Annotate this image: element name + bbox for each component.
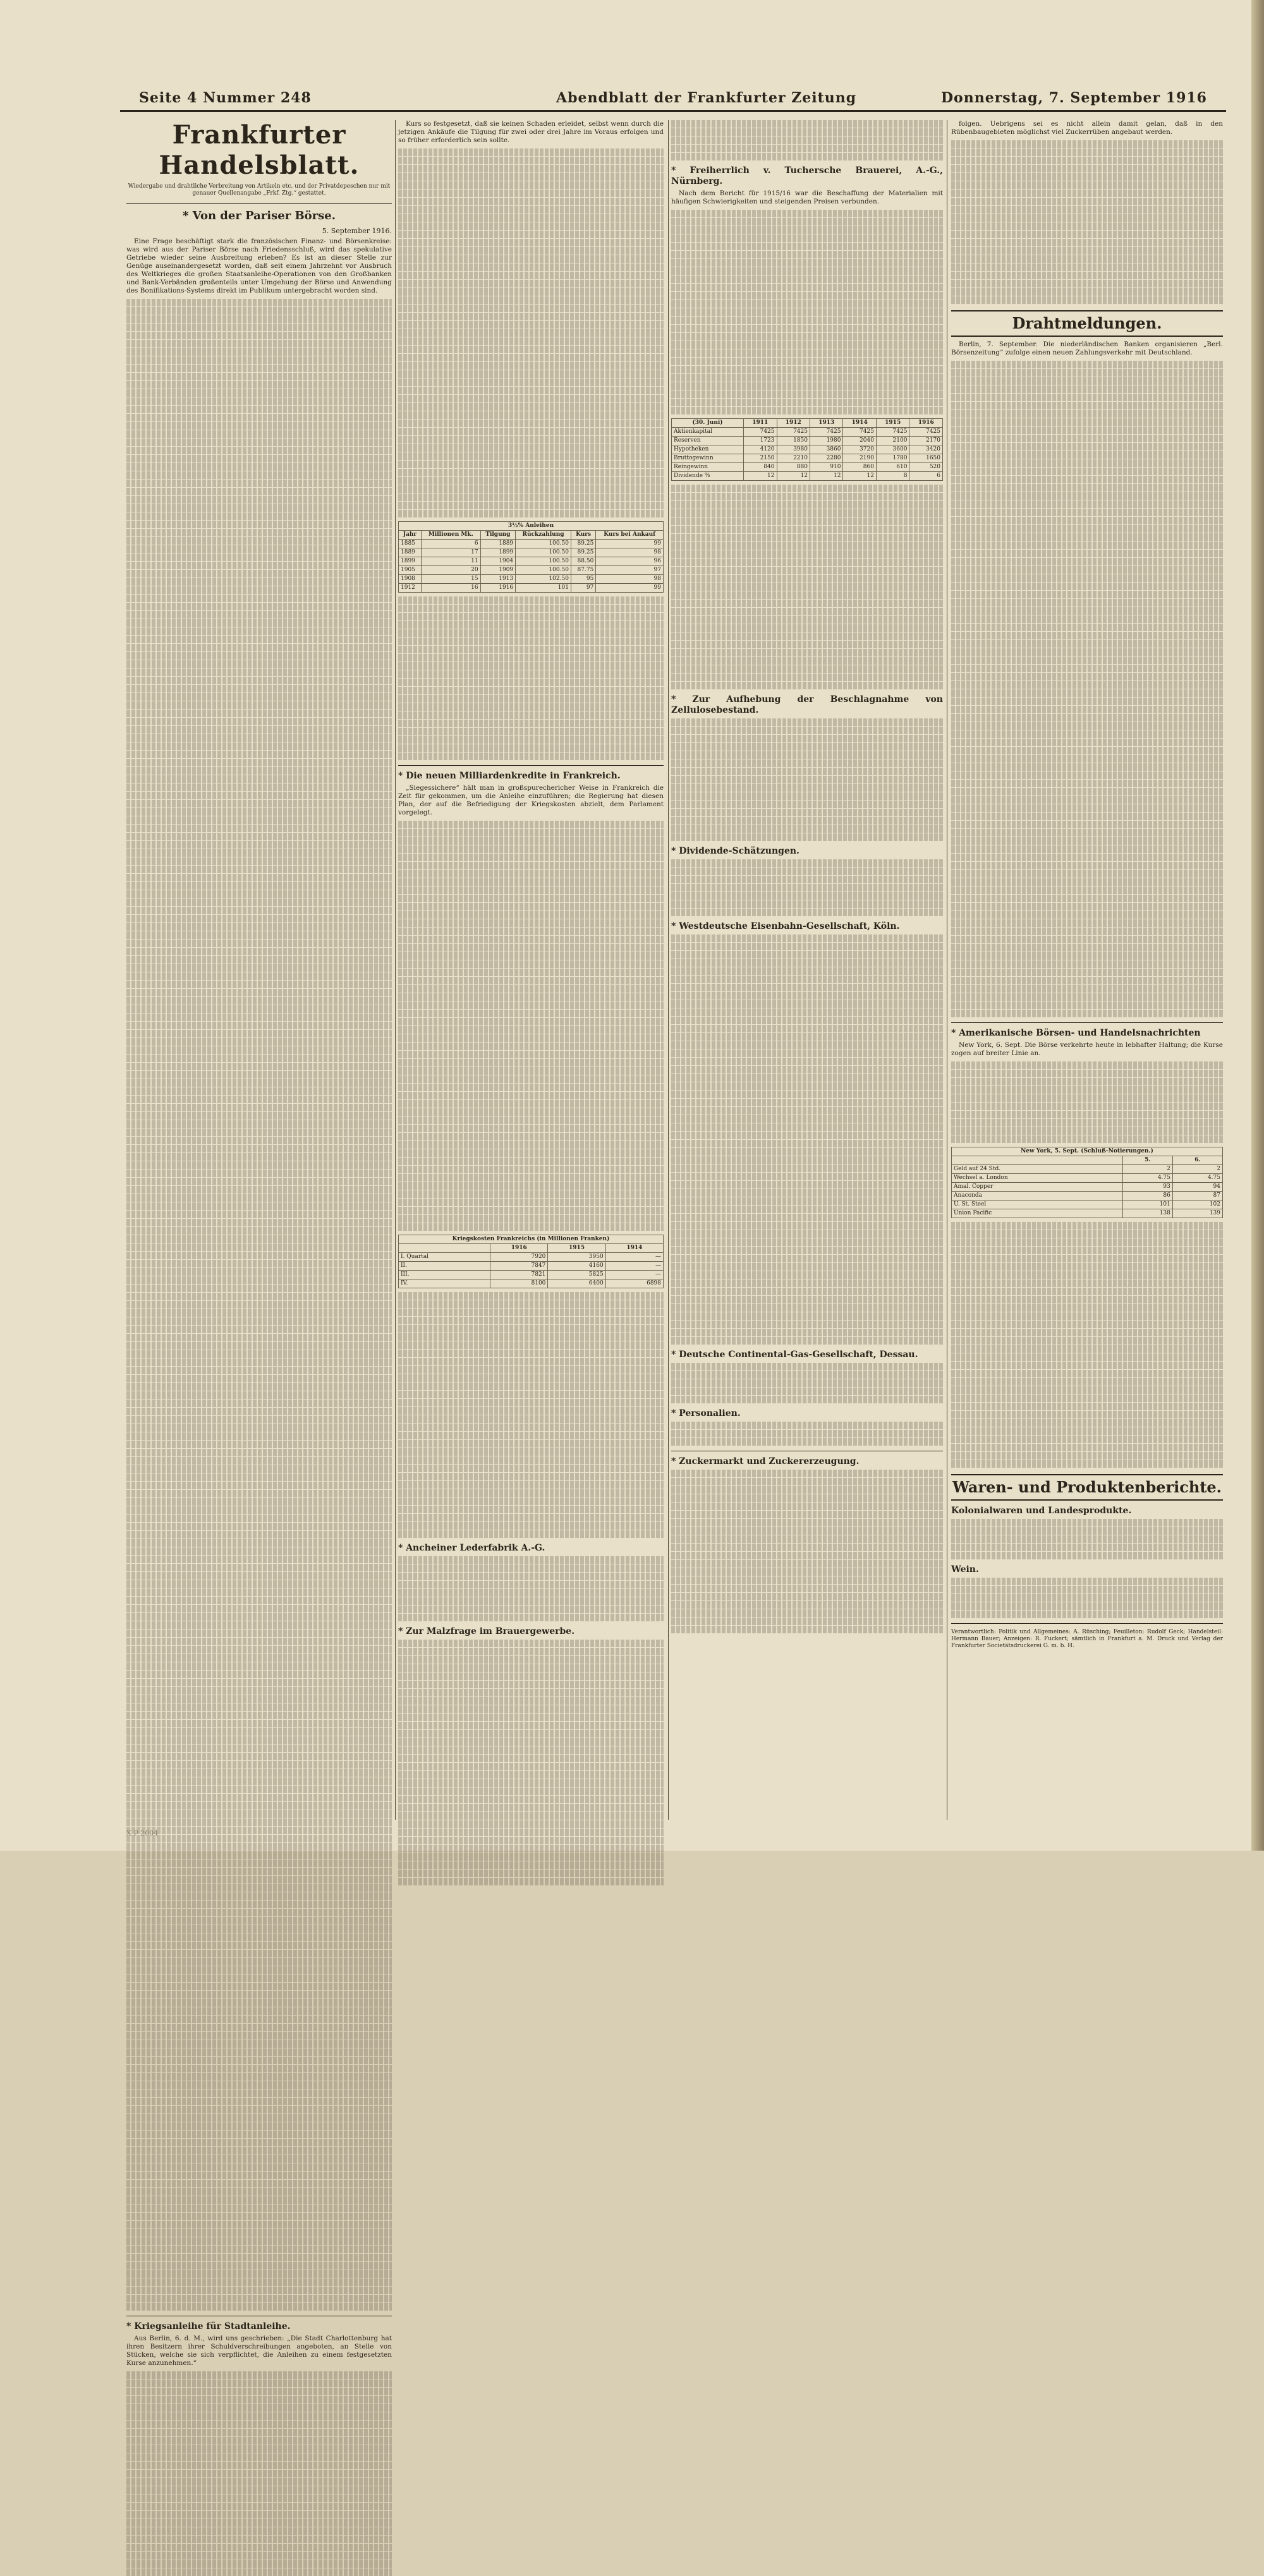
article-heading: * Von der Pariser Börse. (182, 209, 336, 222)
divider (951, 1022, 1223, 1023)
article-heading: Wein. (951, 1564, 979, 1575)
article-body-filler (951, 1222, 1223, 1468)
table-row: Reserven 1723 1850 1980 2040 2100 2170 (672, 437, 943, 445)
article-heading: * Deutsche Continental-Gas-Gesellschaft, Dessau. (671, 1350, 918, 1360)
article-text: Berlin, 7. September. Die niederländischen Banken organisieren „Berl. Börsenzeitung“ zufolge einen neuen Zahlungsverkehr mit Deutschland. (951, 341, 1223, 356)
article-body-filler (398, 821, 664, 1231)
article-heading: * Zur Malzfrage im Brauergewerbe. (398, 1626, 575, 1636)
table-title: 3½% Anleihen (399, 522, 664, 531)
article-heading: * Die neuen Milliardenkredite in Frankreich. (398, 771, 621, 781)
table-header: Jahr (399, 531, 422, 540)
table-row: Wechsel a. London 4.75 4.75 (952, 1174, 1223, 1183)
ny-quotes-table: New York, 5. Sept. (Schluß-Notierungen.) 5. 6. Geld auf 24 Std. 2 2 Wechsel a. London 4.75 4.75 Amal. Copper 93 94 Anaconda 86 87 U. St. Steel 101 102 Union Pacific 138 139 (951, 1147, 1223, 1218)
article-body-filler (671, 1363, 943, 1403)
table-row: 1899 11 1904 100.50 88.50 96 (399, 557, 664, 566)
article-body-filler (951, 1061, 1223, 1143)
article-heading: * Freiherrlich v. Tuchersche Brauerei, A.-G., Nürnberg. (671, 166, 943, 186)
table-title: New York, 5. Sept. (Schluß-Notierungen.) (952, 1147, 1223, 1156)
table-row: Hypotheken 4120 3980 3860 3720 3600 3420 (672, 445, 943, 454)
war-costs-table: Kriegskosten Frankreichs (in Millionen Franken) 1916 1915 1914 I. Quartal 7920 3950 — II. 7847 4160 — III. 7821 5825 — IV. 8100 6400 6898 (398, 1235, 664, 1288)
article-body-filler (671, 485, 943, 689)
table-row: Union Pacific 138 139 (952, 1209, 1223, 1218)
table-header: Kurs (571, 531, 595, 540)
table-row: Dividende % 12 12 12 12 8 6 (672, 472, 943, 481)
column-3 (671, 120, 943, 1813)
brewery-table: (30. Juni) 1911 1912 1913 1914 1915 1916 Aktienkapital 7425 7425 7425 7425 7425 7425 Reserven 1723 1850 1980 2040 2100 2170 Hypotheken 4120 3980 3860 3720 3600 3420 Bruttogewinn 2150 2210 2280 2190 1780 1650 Reingewinn 840 880 910 860 610 520 Dividende % 12 12 12 12 8 6 (671, 418, 943, 481)
article-body-filler (951, 1578, 1223, 1618)
article-body-filler (126, 299, 392, 2311)
table-row: 1889 17 1899 100.50 89.25 98 (399, 548, 664, 557)
article-text: Eine Frage beschäftigt stark die französischen Finanz- und Börsenkreise: was wird aus der Pariser Börse nach Friedensschluß, wird das spekulative Getriebe wieder seine Ausbreitung erleben? Es ist an dieser Stelle zur Genüge auseinandergesetzt worden, daß seit einem Jahrzehnt vor Ausbruch des Weltkrieges die großen Staatsanleihe-Operationen von den Großbanken und Bank-Verbänden großenteils unter Umgehung der Börse und Anwendung des Bonifikations-Systems direkt im Publikum untergebracht worden sind. (126, 238, 392, 294)
section-heading: Drahtmeldungen. (951, 310, 1223, 337)
article-text: „Siegessichere“ hält man in großspurechericher Weise in Frankreich die Zeit für gekommen, um die Anleihe einzuführen; die Regierung hat diesen Plan, der auf die Befriedigung der Kriegskosten abzielt, dem Parlament vorgelegt. (398, 784, 664, 816)
article-body-filler (671, 120, 943, 160)
article-heading: * Dividende-Schätzungen. (671, 846, 799, 856)
article-heading: * Amerikanische Börsen- und Handelsnachrichten (951, 1028, 1201, 1038)
page-number: Seite 4 Nummer 248 (139, 90, 312, 106)
reprint-notice: Wiedergabe und drahtliche Verbreitung von Artikeln etc. und der Privatdepeschen nur mit genauer Quellenangabe „Frkf. Ztg.“ gestattet. (128, 183, 391, 197)
table-title: Kriegskosten Frankreichs (in Millionen Franken) (399, 1235, 664, 1244)
article-body-filler (951, 140, 1223, 304)
article-body-filler (671, 718, 943, 841)
article-heading: * Personalien. (671, 1408, 741, 1418)
section-heading: Waren- und Produktenberichte. (951, 1474, 1223, 1501)
article-text: folgen. Uebrigens sei es nicht allein damit gelan, daß in den Rübenbaugebieten möglichst viel Zuckerrüben angebaut werden. (951, 120, 1223, 136)
table-row: Geld auf 24 Std. 2 2 (952, 1165, 1223, 1174)
table-row: IV. 8100 6400 6898 (399, 1279, 664, 1288)
divider (951, 1623, 1223, 1624)
article-text: Nach dem Bericht für 1915/16 war die Beschaffung der Materialien mit häufigen Schwierigkeiten und steigenden Preisen verbunden. (671, 190, 943, 205)
article-heading: * Kriegsanleihe für Stadtanleihe. (126, 2321, 291, 2331)
imprint: Verantwortlich: Politik und Allgemeines: A. Rüsching; Feuilleton: Rudolf Geck; Handelsteil: Hermann Bauer; Anzeigen: R. Fuckert; sämtlich in Frankfurt a. M. Druck und Verlag der Frankfurter Societätsdruckerei G. m. b. H. (951, 1629, 1223, 1649)
article-heading: * Zur Aufhebung der Beschlagnahme von Zellulosebestand. (671, 694, 943, 715)
article-text: New York, 6. Sept. Die Börse verkehrte heute in lebhafter Haltung; die Kurse zogen auf breiter Linie an. (951, 1041, 1223, 1057)
archive-stamp: X P 2004 (126, 1829, 159, 1837)
article-heading: * Ancheiner Lederfabrik A.-G. (398, 1543, 545, 1553)
table-row: I. Quartal 7920 3950 — (399, 1253, 664, 1262)
table-row: U. St. Steel 101 102 (952, 1200, 1223, 1209)
bond-table (398, 521, 664, 593)
divider (126, 203, 392, 204)
article-body-filler (398, 1556, 664, 1621)
article-body-filler (398, 1640, 664, 1885)
article-heading: * Westdeutsche Eisenbahn-Gesellschaft, Köln. (671, 921, 900, 931)
table-header: Tilgung (480, 531, 516, 540)
issue-date: Donnerstag, 7. September 1916 (940, 90, 1207, 106)
article-body-filler (126, 2371, 392, 2576)
article-body-filler (671, 934, 943, 1345)
table-row: 1905 20 1909 100.50 87.75 97 (399, 566, 664, 575)
table-row: III. 7821 5825 — (399, 1271, 664, 1279)
table-header: Kurs bei Ankauf (596, 531, 664, 540)
table-row: Bruttogewinn 2150 2210 2280 2190 1780 1650 (672, 454, 943, 463)
page-binding-edge (1251, 0, 1264, 1851)
divider (398, 765, 664, 766)
masthead (120, 88, 1226, 112)
article-heading: Kolonialwaren und Landesprodukte. (951, 1506, 1132, 1516)
table-row: Amal. Copper 93 94 (952, 1183, 1223, 1192)
article-text: Aus Berlin, 6. d. M., wird uns geschrieben: „Die Stadt Charlottenburg hat ihren Besitzern ihrer Schuldverschreibungen angeboten, an Stelle von Stücken, welche sie sich verpflichtet, die Anleihen zu einem festgesetzten Kurse anzunehmen.“ (126, 2335, 392, 2367)
table-row: 1885 6 1889 100.50 89.25 99 (399, 540, 664, 548)
column-divider (668, 120, 669, 1820)
table-row: 1908 15 1913 102.50 95 98 (399, 575, 664, 584)
dateline: 5. September 1916. (322, 227, 392, 235)
table-row: II. 7847 4160 — (399, 1262, 664, 1271)
article-body-filler (951, 1519, 1223, 1559)
article-body-filler (671, 210, 943, 414)
article-body-filler (671, 859, 943, 916)
table-header: Rückzahlung (516, 531, 571, 540)
article-body-filler (671, 1470, 943, 1633)
column-2 (398, 120, 664, 1813)
column-divider (395, 120, 396, 1820)
table-row: Aktienkapital 7425 7425 7425 7425 7425 7425 (672, 428, 943, 437)
table-row: Reingewinn 840 880 910 860 610 520 (672, 463, 943, 472)
table-header: Millionen Mk. (421, 531, 480, 540)
column-4 (951, 120, 1223, 1813)
article-heading: * Zuckermarkt und Zuckererzeugung. (671, 1456, 860, 1466)
article-body-filler (398, 148, 664, 517)
table-row: Anaconda 86 87 (952, 1192, 1223, 1200)
article-body-filler (671, 1422, 943, 1446)
table-row: 1912 16 1916 101 97 99 (399, 584, 664, 593)
newspaper-title: Abendblatt der Frankfurter Zeitung (556, 90, 857, 106)
article-body-filler (398, 596, 664, 760)
article-body-filler (951, 361, 1223, 1017)
article-text: Kurs so festgesetzt, daß sie keinen Schaden erleidet, selbst wenn durch die jetzigen Ankäufe die Tilgung für zwei oder drei Jahre im Voraus erfolgen und so früher erforderlich sein sollte. (398, 120, 664, 144)
article-body-filler (398, 1292, 664, 1538)
section-title: Frankfurter Handelsblatt. (159, 120, 360, 180)
